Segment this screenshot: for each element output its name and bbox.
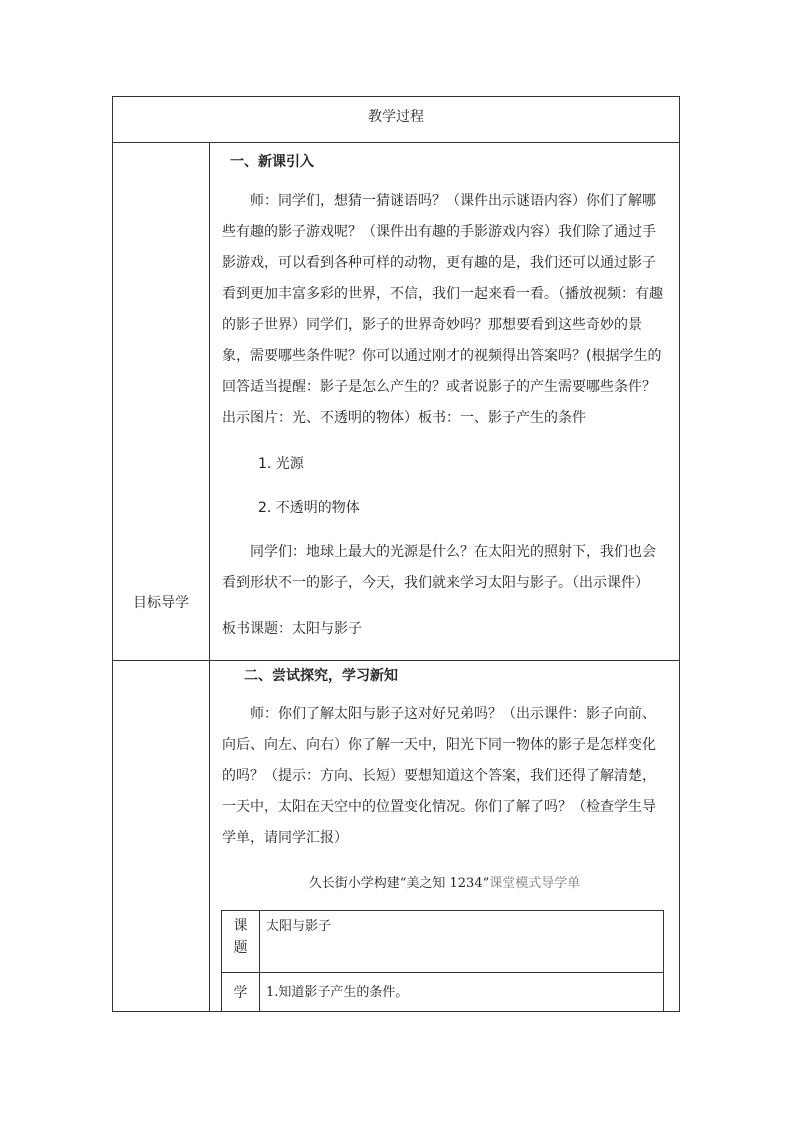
- inner-head-cell: 课 题: [222, 911, 260, 972]
- list-item: 2. 不透明的物体: [258, 500, 360, 516]
- table-row-explore: [113, 661, 679, 1011]
- inner-head-cell: 学: [222, 972, 260, 1012]
- inner-table-title: [210, 872, 679, 891]
- paragraph: 同学们：地球上最大的光源是什么？在太阳光的照射下，我们也会看到形状不一的影子，今天，我们就来学习太阳与影子。（出示课件）: [222, 544, 656, 591]
- left-cell: [113, 143, 210, 660]
- inner-divider: [222, 972, 663, 973]
- left-label: 目标导学: [133, 595, 189, 611]
- lesson-table: [112, 96, 680, 1012]
- left-cell: [113, 661, 210, 1011]
- inner-table: [221, 910, 664, 1011]
- content-cell: [210, 661, 679, 1011]
- inner-title-sub: 课堂模式导学单: [489, 876, 581, 891]
- inner-value-cell: 1.知道影子产生的条件。: [266, 985, 409, 1000]
- section-title: 一、新课引入: [230, 154, 314, 170]
- table-header: 教学过程: [368, 109, 424, 125]
- board-note: 板书课题：太阳与影子: [222, 621, 362, 637]
- paragraph: 师：你们了解太阳与影子这对好兄弟吗？（出示课件：影子向前、向后、向左、向右）你了解一天中，阳光下同一物体的影子是怎样变化的吗？（提示：方向、长短）要想知道这个答案，我们还得了解清楚，一天中，太阳在天空中的位置变化情况。你们了解了吗？（检查学生导学单，请同学汇报）: [222, 706, 656, 846]
- inner-value-cell: 太阳与影子: [266, 919, 332, 934]
- paragraph: 师：同学们，想猜一猜谜语吗？（课件出示谜语内容）你们了解哪些有趣的影子游戏呢？（课件出有趣的手影游戏内容）我们除了通过手影游戏，可以看到各种可样的动物，更有趣的是，我们还可以通过影子看到更加丰富多彩的世界，不信，我们一起来看一看。（播放视频：有趣的影子世界）同学们，影子的世界奇妙吗？那想要看到这些奇妙的景象，需要哪些条件呢？你可以通过刚才的视频得出答案吗？(根据学生的回答适当提醒：影子是怎么产生的？或者说影子的产生需要哪些条件？出示图片：光、不透明的物体）板书：一、影子产生的条件: [222, 193, 663, 426]
- section-title: 二、尝试探究，学习新知: [244, 668, 398, 684]
- content-cell: [210, 143, 679, 660]
- table-header-row: [113, 97, 679, 143]
- inner-title-main: 久长街小学构建“美之知 1234”: [308, 876, 490, 891]
- list-item: 1. 光源: [258, 456, 304, 472]
- table-row-intro: [113, 143, 679, 661]
